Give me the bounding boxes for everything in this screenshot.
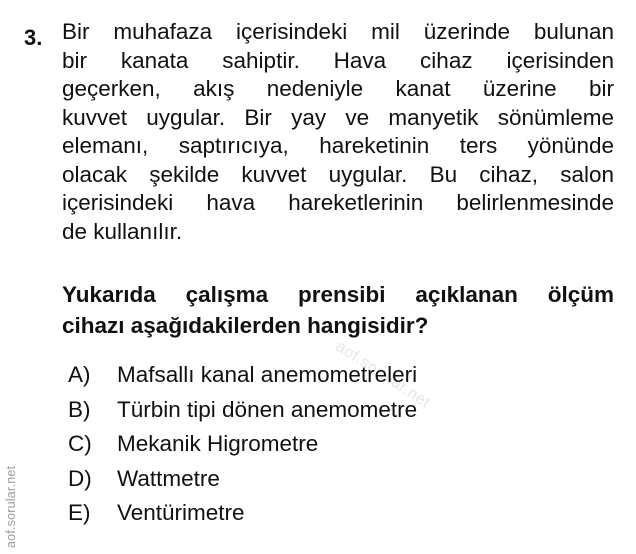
stem-line: içerisindeki hava hareketlerinin belirlenmesinde <box>62 190 614 215</box>
stem-line: de kullanılır. <box>62 218 183 244</box>
stem-line: bir kanata sahiptir. Hava cihaz içerisinden <box>62 47 614 73</box>
option-text: Ventürimetre <box>117 500 245 525</box>
option-text: Mekanik Higrometre <box>117 431 319 456</box>
side-watermark: aof.sorular.net <box>4 465 18 548</box>
option-b[interactable] <box>68 393 417 428</box>
option-text: Wattmetre <box>117 465 220 491</box>
option-letter: B) <box>68 396 91 422</box>
option-c[interactable] <box>68 427 417 462</box>
option-letter: D) <box>68 465 92 491</box>
stem-line: kuvvet uygular. Bir yay ve manyetik sönümleme <box>62 104 614 130</box>
prompt-line: cihazı aşağıdakilerden hangisidir? <box>62 313 429 338</box>
option-d[interactable] <box>68 462 417 497</box>
option-a[interactable] <box>68 358 417 393</box>
answer-options <box>68 358 417 531</box>
question-stem <box>62 18 614 246</box>
question-number: 3. <box>24 25 43 50</box>
stem-line: Bir muhafaza içerisindeki mil üzerinde bulunan <box>62 19 614 44</box>
diagonal-watermark: aof.sorular.net <box>332 338 434 412</box>
stem-line: elemanı, saptırıcıya, hareketinin ters yönünde <box>62 133 614 158</box>
option-e[interactable] <box>68 496 417 531</box>
question-prompt <box>62 279 614 341</box>
prompt-line: Yukarıda çalışma prensibi açıklanan ölçüm <box>62 282 614 307</box>
option-text: Mafsallı kanal anemometreleri <box>117 362 418 387</box>
stem-line: olacak şekilde kuvvet uygular. Bu cihaz, salon <box>62 161 614 187</box>
option-letter: C) <box>68 431 92 456</box>
option-letter: E) <box>68 500 91 525</box>
stem-line: geçerken, akış nedeniyle kanat üzerine bir <box>62 76 614 101</box>
option-text: Türbin tipi dönen anemometre <box>117 396 418 422</box>
option-letter: A) <box>68 362 91 387</box>
